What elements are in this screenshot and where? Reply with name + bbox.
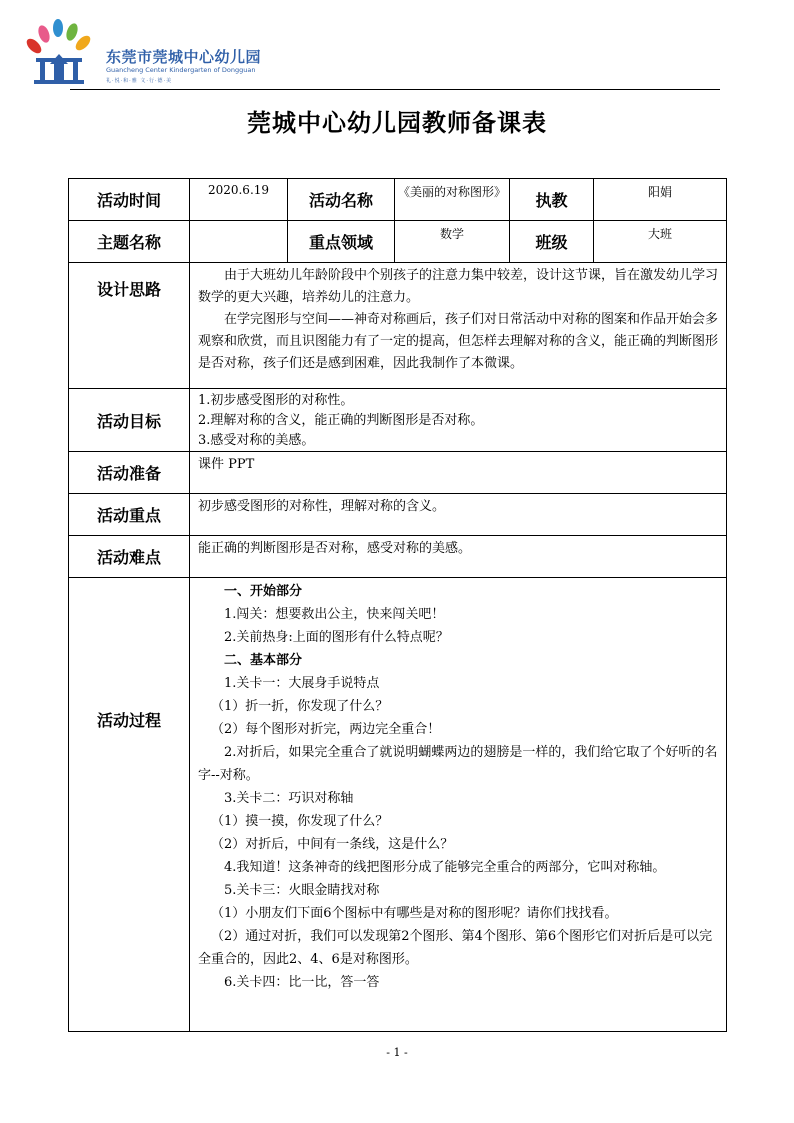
teacher-value: 阳娟 — [594, 179, 727, 221]
difficulty-value: 能正确的判断图形是否对称，感受对称的美感。 — [190, 536, 727, 578]
process-heading: 二、基本部分 — [224, 653, 303, 668]
key-area-value: 数学 — [395, 221, 510, 263]
table-row — [69, 389, 727, 452]
prep-value: 课件 PPT — [190, 452, 727, 494]
process-line: （2）对折后，中间有一条线，这是什么？ — [211, 837, 454, 852]
process-line: （2）通过对折，我们可以发现第2个图形、第4个图形、第6个图形它们对折后是可以完全重合的，因此2、4、6是对称图形。 — [198, 929, 713, 967]
theme-label: 主题名称 — [69, 221, 190, 263]
goal-item: 3.感受对称的美感。 — [198, 433, 315, 448]
activity-name-value: 《美丽的对称图形》 — [395, 179, 510, 221]
activity-time-label: 活动时间 — [69, 179, 190, 221]
process-line: 5.关卡三：火眼金睛找对称 — [224, 883, 380, 898]
process-line: （1）小朋友们下面6个图标中有哪些是对称的图形呢？请你们找找看。 — [211, 906, 618, 921]
goals-content — [190, 389, 727, 452]
school-name-english: Guancheng Center Kindergarten of Dongguan — [106, 66, 256, 74]
lesson-plan-table — [68, 178, 727, 1032]
table-row — [69, 221, 727, 263]
prep-label: 活动准备 — [69, 452, 190, 494]
class-value: 大班 — [594, 221, 727, 263]
header-divider — [70, 89, 720, 90]
page-title: 莞城中心幼儿园教师备课表 — [247, 108, 547, 137]
process-line: 1.关卡一：大展身手说特点 — [224, 676, 380, 691]
class-label: 班级 — [510, 221, 594, 263]
process-line: （2）每个图形对折完，两边完全重合！ — [211, 722, 441, 737]
theme-value — [190, 221, 288, 263]
table-row — [69, 452, 727, 494]
process-line: 4.我知道！这条神奇的线把图形分成了能够完全重合的两部分，它叫对称轴。 — [224, 860, 666, 875]
process-line: 2.关前热身:上面的图形有什么特点呢？ — [224, 630, 449, 645]
focus-value: 初步感受图形的对称性，理解对称的含义。 — [190, 494, 727, 536]
design-content — [190, 263, 727, 389]
school-logo — [20, 14, 110, 88]
logo-petals-icon — [24, 19, 93, 56]
table-row — [69, 536, 727, 578]
process-line: 1.闯关：想要救出公主，快来闯关吧！ — [224, 607, 445, 622]
table-row — [69, 494, 727, 536]
process-line: 3.关卡二：巧识对称轴 — [224, 791, 354, 806]
process-line: 6.关卡四：比一比，答一答 — [224, 975, 380, 990]
design-paragraph: 在学完图形与空间——神奇对称画后，孩子们对日常活动中对称的图案和作品开始会多观察和欣赏，而且识图能力有了一定的提高，但怎样去理解对称的含义，能正确的判断图形是否对称，孩子们还是感到困难，因此我制作了本微课。 — [198, 312, 719, 371]
key-area-label: 重点领域 — [288, 221, 395, 263]
table-row — [69, 578, 727, 1032]
table-row — [69, 263, 727, 389]
difficulty-label: 活动难点 — [69, 536, 190, 578]
table-row — [69, 179, 727, 221]
design-label: 设计思路 — [69, 263, 190, 389]
activity-time-value: 2020.6.19 — [190, 179, 288, 221]
process-line: （1）摸一摸，你发现了什么？ — [211, 814, 389, 829]
design-paragraph: 由于大班幼儿年龄阶段中个别孩子的注意力集中较差，设计这节课，旨在激发幼儿学习数学的更大兴趣，培养幼儿的注意力。 — [198, 268, 719, 305]
goals-label: 活动目标 — [69, 389, 190, 452]
goal-item: 1.初步感受图形的对称性。 — [198, 393, 354, 408]
process-label: 活动过程 — [69, 578, 190, 1032]
process-content — [190, 578, 727, 1032]
activity-name-label: 活动名称 — [288, 179, 395, 221]
goal-item: 2.理解对称的含义，能正确的判断图形是否对称。 — [198, 413, 484, 428]
process-line: （1）折一折，你发现了什么？ — [211, 699, 389, 714]
school-name: 东莞市莞城中心幼儿园 — [106, 48, 262, 66]
focus-label: 活动重点 — [69, 494, 190, 536]
logo-building-icon — [34, 54, 84, 84]
process-heading: 一、开始部分 — [224, 584, 303, 599]
page-number: - 1 - — [386, 1046, 408, 1059]
teacher-label: 执教 — [510, 179, 594, 221]
school-motto: 礼·悦·和·雅 文·行·德·美 — [106, 78, 173, 84]
process-line: 2.对折后，如果完全重合了就说明蝴蝶两边的翅膀是一样的，我们给它取了个好听的名字--对称。 — [198, 745, 718, 783]
